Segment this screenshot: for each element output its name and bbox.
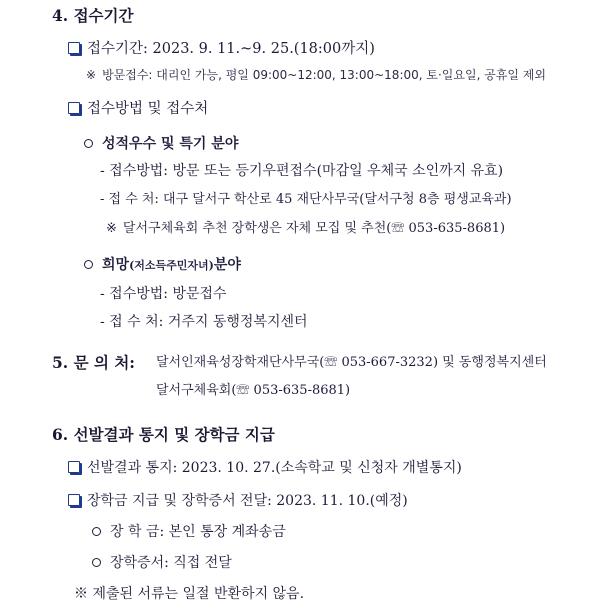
category-1-title-text: 성적우수 및 특기 분야 <box>102 136 239 152</box>
certificate-item <box>92 556 232 570</box>
checkbox-square-icon <box>68 494 80 506</box>
period-text: 접수기간: 2023. 9. 11.~9. 25.(18:00까지) <box>87 41 375 57</box>
circle-bullet-icon <box>92 527 101 536</box>
contact-line-2: 달서구체육회(☏ 053-635-8681) <box>156 383 351 398</box>
certificate-text: 장학증서: 직접 전달 <box>110 555 232 571</box>
period-item <box>68 42 375 57</box>
method-title: 접수방법 및 접수처 <box>87 101 209 117</box>
period-note <box>86 69 546 81</box>
category-1-title <box>84 137 238 151</box>
checkbox-square-icon <box>68 102 80 114</box>
category-1-method: - 접수방법: 방문 또는 등기우편접수(마감일 우체국 소인까지 유효) <box>100 163 504 179</box>
section-4-heading: 4. 접수기간 <box>52 6 134 25</box>
section-6-heading: 6. 선발결과 통지 및 장학금 지급 <box>52 425 275 444</box>
category-1-place: - 접 수 처: 대구 달서구 학산로 45 재단사무국(달서구청 8층 평생교육과) <box>100 192 512 207</box>
payment-text: 장학금 지급 및 장학증서 전달: 2023. 11. 10.(예정) <box>87 493 408 509</box>
period-note-text: 방문접수: 대리인 가능, 평일 09:00~12:00, 13:00~18:00, 토·일요일, 공휴일 제외 <box>102 68 546 82</box>
final-note: ※ 제출된 서류는 일절 반환하지 않음. <box>74 586 305 602</box>
circle-bullet-icon <box>84 260 93 269</box>
category-1-note-text: 달서구체육회 추천 장학생은 자체 모집 및 추천(☏ 053-635-8681) <box>122 221 506 236</box>
circle-bullet-icon <box>84 139 93 148</box>
category-1-note <box>106 222 505 235</box>
section-5-heading: 5. 문 의 처: <box>52 353 136 372</box>
reference-mark: ※ <box>106 221 117 236</box>
category-2-title <box>84 258 241 272</box>
payment-item <box>68 494 408 508</box>
result-item <box>68 461 462 475</box>
reference-mark: ※ <box>86 68 97 82</box>
circle-bullet-icon <box>92 558 101 567</box>
pay-method-text: 장 학 금: 본인 통장 계좌송금 <box>110 524 286 540</box>
category-2-title-end: 분야 <box>213 257 241 273</box>
category-2-place: - 접 수 처: 거주지 동행정복지센터 <box>100 314 308 330</box>
category-2-method: - 접수방법: 방문접수 <box>100 286 227 302</box>
checkbox-square-icon <box>68 42 80 54</box>
method-item <box>68 102 208 117</box>
checkbox-square-icon <box>68 461 80 473</box>
result-text: 선발결과 통지: 2023. 10. 27.(소속학교 및 신청자 개별통지) <box>87 460 462 476</box>
pay-method-item <box>92 525 286 539</box>
category-2-title-main: 희망 <box>102 257 130 273</box>
contact-line-1: 달서인재육성장학재단사무국(☏ 053-667-3232) 및 동행정복지센터 <box>156 355 547 370</box>
category-2-title-sub: (저소득주민자녀) <box>129 259 214 272</box>
